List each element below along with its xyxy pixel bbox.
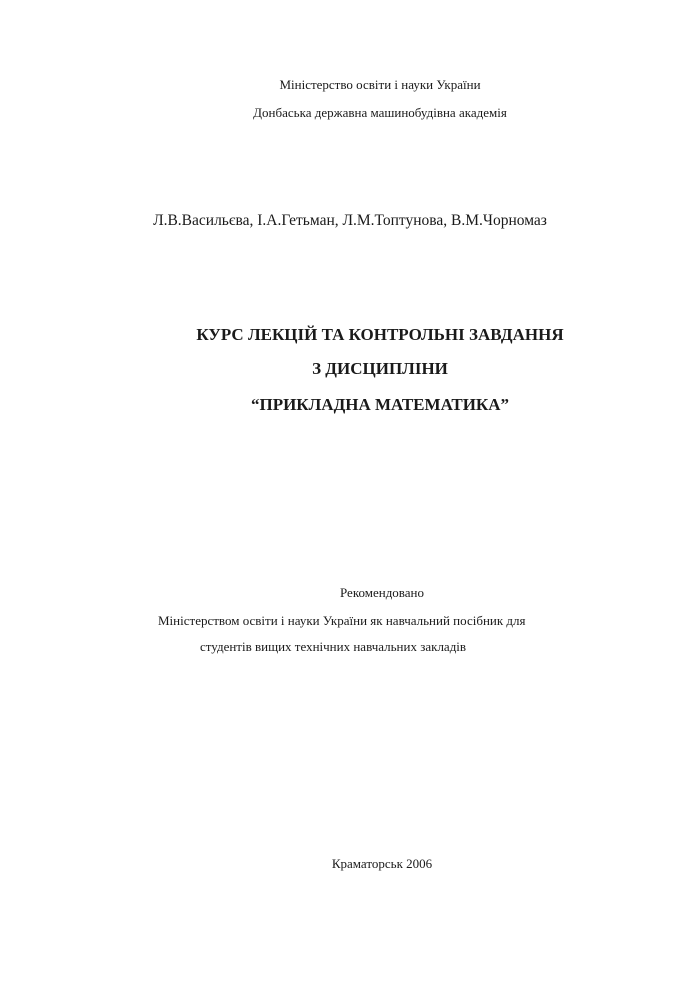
ministry-line: Міністерство освіти і науки України [279,77,481,92]
authors-line: Л.В.Васильєва, І.А.Гетьман, Л.М.Топтунова, В.М.Чорномаз [153,212,547,229]
recommendation-line-2: Міністерством освіти і науки України як навчальний посібник для [158,613,526,628]
recommendation-line-3: студентів вищих технічних навчальних закладів [200,639,467,654]
place-year-line: Краматорськ 2006 [331,856,433,871]
academy-line: Донбаська державна машинобудівна академія [253,105,507,120]
title-line-2: З ДИСЦИПЛІНИ [312,359,448,378]
title-line-3: “ПРИКЛАДНА МАТЕМАТИКА” [250,395,510,414]
title-line-1: КУРС ЛЕКЦІЙ ТА КОНТРОЛЬНІ ЗАВДАННЯ [196,325,564,344]
recommendation-line-1: Рекомендовано [340,585,424,600]
